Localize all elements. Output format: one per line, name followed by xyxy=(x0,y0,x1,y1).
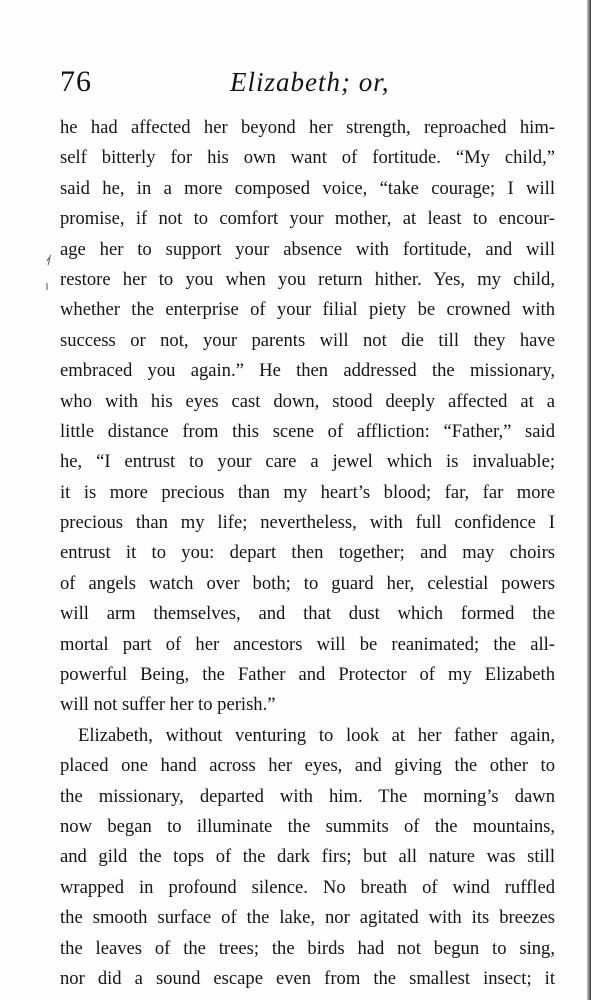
text-line: the missionary, departed with him. The morning’s dawn xyxy=(60,785,555,807)
text-line: powerful Being, the Father and Protector of my Elizabeth xyxy=(60,664,555,686)
text-line: and gild the tops of the dark firs; but all nature was still xyxy=(60,846,555,868)
text-line: precious than my life; nevertheless, with full confidence I xyxy=(60,512,555,534)
page-number: 76 xyxy=(60,65,92,98)
text-line: embraced you again.” He then addressed the missionary, xyxy=(60,360,555,382)
running-title: Elizabeth; or, xyxy=(230,67,390,97)
page-header xyxy=(60,62,540,102)
text-line: promise, if not to comfort your mother, at least to encour- xyxy=(60,208,555,230)
text-line: the leaves of the trees; the birds had not begun to sing, xyxy=(60,937,555,959)
text-line: mortal part of her ancestors will be reanimated; the all- xyxy=(60,633,555,655)
text-line: entrust it to you: depart then together; and may choirs xyxy=(60,542,555,564)
text-line: who with his eyes cast down, stood deeply affected at a xyxy=(60,390,555,412)
text-line: it is more precious than my heart’s blood; far, far more xyxy=(60,481,555,503)
text-line: the smooth surface of the lake, nor agitated with its breezes xyxy=(60,907,555,929)
text-line: whether the enterprise of your filial piety be crowned with xyxy=(60,299,555,321)
text-line: wrapped in profound silence. No breath of wind ruffled xyxy=(60,876,555,898)
text-line: nor did a sound escape even from the smallest insect; it xyxy=(60,967,555,989)
body-text xyxy=(60,113,555,994)
paragraph-2 xyxy=(60,721,555,995)
text-line: self bitterly for his own want of fortitude. “My child,” xyxy=(60,147,555,169)
text-line: said he, in a more composed voice, “take courage; I will xyxy=(60,177,555,199)
text-line: of angels watch over both; to guard her, celestial powers xyxy=(60,572,555,594)
text-line: placed one hand across her eyes, and giving the other to xyxy=(60,755,555,777)
text-line: now began to illuminate the summits of the mountains, xyxy=(60,815,555,837)
margin-pencil-mark xyxy=(44,253,54,293)
text-line: he had affected her beyond her strength, reproached him- xyxy=(60,117,555,138)
text-line: will not suffer her to perish.” xyxy=(60,694,276,716)
text-line: success or not, your parents will not die till they have xyxy=(60,329,555,351)
text-line: little distance from this scene of affliction: “Father,” said xyxy=(60,420,555,442)
text-line: he, “I entrust to your care a jewel which is invaluable; xyxy=(60,451,555,473)
text-line: Elizabeth, without venturing to look at her father again, xyxy=(78,724,555,746)
page-edge-shadow xyxy=(587,0,591,1000)
text-line: age her to support your absence with fortitude, and will xyxy=(60,238,555,260)
text-line: will arm themselves, and that dust which formed the xyxy=(60,603,555,625)
text-line: restore her to you when you return hither. Yes, my child, xyxy=(60,268,555,290)
paragraph-1 xyxy=(60,113,555,721)
